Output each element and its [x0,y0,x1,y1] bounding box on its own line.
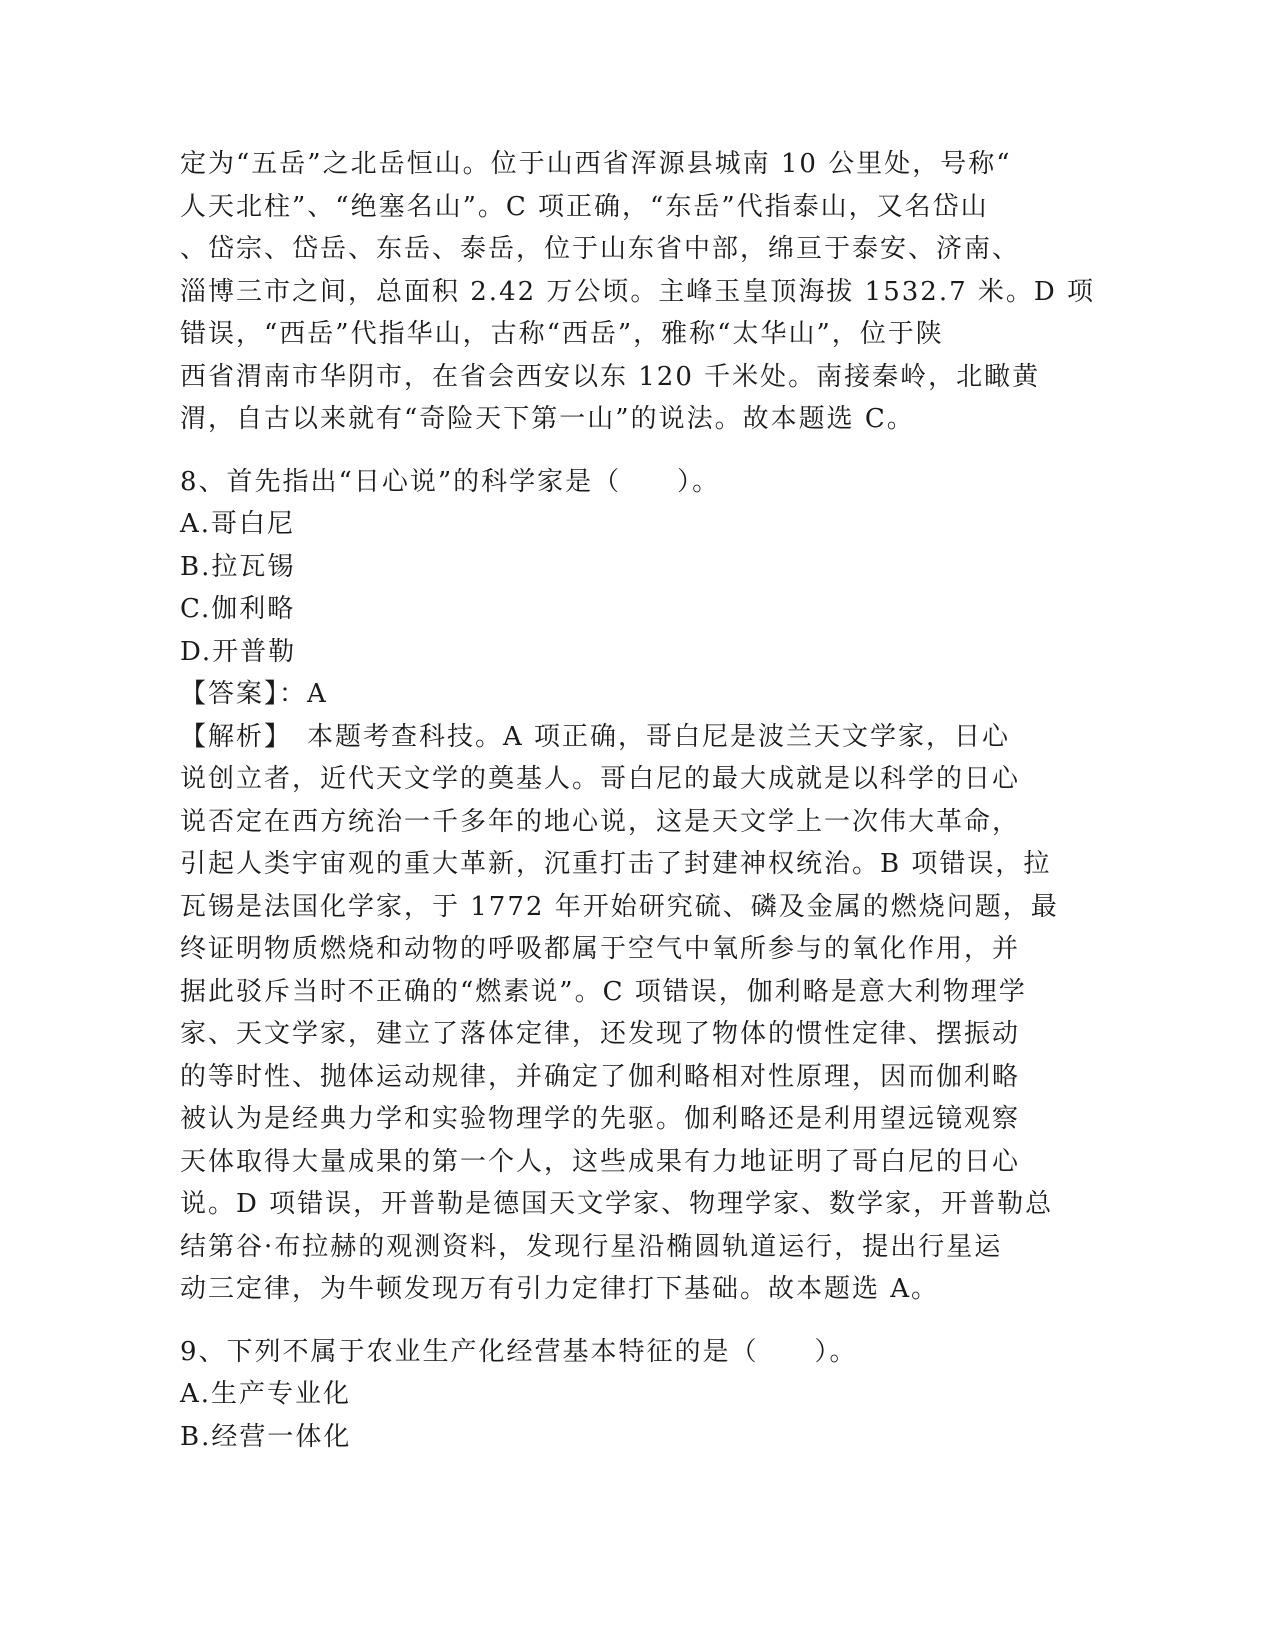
explanation-line: 说创立者，近代天文学的奠基人。哥白尼的最大成就是以科学的日心 [180,764,1021,794]
explanation [180,716,1080,1311]
question-8 [180,461,1080,1311]
explanation-line: 瓦锡是法国化学家，于 1772 年开始研究硫、磷及金属的燃烧问题，最 [180,891,1059,922]
spacer [180,441,1080,461]
explanation-line: 动三定律，为牛顿发现万有引力定律打下基础。故本题选 A。 [180,1274,940,1304]
option-b: B.经营一体化 [180,1421,352,1452]
document-page [180,143,1096,1458]
question-9 [180,1331,1080,1459]
explanation-line: 家、天文学家，建立了落体定律，还发现了物体的惯性定律、摆振动 [180,1019,1021,1049]
option-b: B.拉瓦锡 [180,551,296,582]
answer: 【答案】：A [180,679,328,709]
option-a: A.哥白尼 [180,509,296,539]
explanation-line: 的等时性、抛体运动规律，并确定了伽利略相对性原理，因而伽利略 [180,1061,1021,1092]
explanation-line: 据此驳斥当时不正确的“燃素说”。C 项错误，伽利略是意大利物理学 [180,976,1027,1007]
explanation-line: 【解析】 本题考查科技。A 项正确，哥白尼是波兰天文学家，日心 [180,721,1011,752]
paragraph-line: 人天北柱”、“绝塞名山”。C 项正确，“东岳”代指泰山，又名岱山 [180,191,989,222]
explanation-line: 天体取得大量成果的第一个人，这些成果有力地证明了哥白尼的日心 [180,1146,1021,1177]
option-d: D.开普勒 [180,636,297,667]
spacer [180,1311,1080,1331]
paragraph-line: 错误，“西岳”代指华山，古称“西岳”，雅称“太华山”，位于陕 [180,319,944,349]
question-stem: 8、首先指出“日心说”的科学家是（ ）。 [180,466,721,497]
paragraph-line: 淄博三市之间，总面积 2.42 万公顷。主峰玉皇顶海拔 1532.7 米。D 项 [180,276,1096,307]
option-c: C.伽利略 [180,594,296,624]
explanation-line: 引起人类宇宙观的重大革新，沉重打击了封建神权统治。B 项错误，拉 [180,849,1052,879]
question-stem: 9、下列不属于农业生产化经营基本特征的是（ ）。 [180,1336,858,1367]
explanation-line: 结第谷·布拉赫的观测资料，发现行星沿椭圆轨道运行，提出行星运 [180,1231,1003,1262]
paragraph-line: 渭，自古以来就有“奇险天下第一山”的说法。故本题选 C。 [180,404,915,434]
explanation-line: 终证明物质燃烧和动物的呼吸都属于空气中氧所参与的氧化作用，并 [180,934,1021,964]
explanation-line: 说。D 项错误，开普勒是德国天文学家、物理学家、数学家，开普勒总 [180,1189,1054,1219]
paragraph-line: 定为“五岳”之北岳恒山。位于山西省浑源县城南 10 公里处，号称“ [180,149,1012,179]
explanation-line: 被认为是经典力学和实验物理学的先驱。伽利略还是利用望远镜观察 [180,1104,1021,1134]
previous-explanation [180,143,1096,441]
paragraph-line: 西省渭南市华阴市，在省会西安以东 120 千米处。南接秦岭，北瞰黄 [180,361,1041,392]
explanation-line: 说否定在西方统治一千多年的地心说，这是天文学上一次伟大革命， [180,806,1021,837]
paragraph-line: 、岱宗、岱岳、东岳、泰岳，位于山东省中部，绵亘于泰安、济南、 [180,234,1021,264]
option-a: A.生产专业化 [180,1379,352,1409]
